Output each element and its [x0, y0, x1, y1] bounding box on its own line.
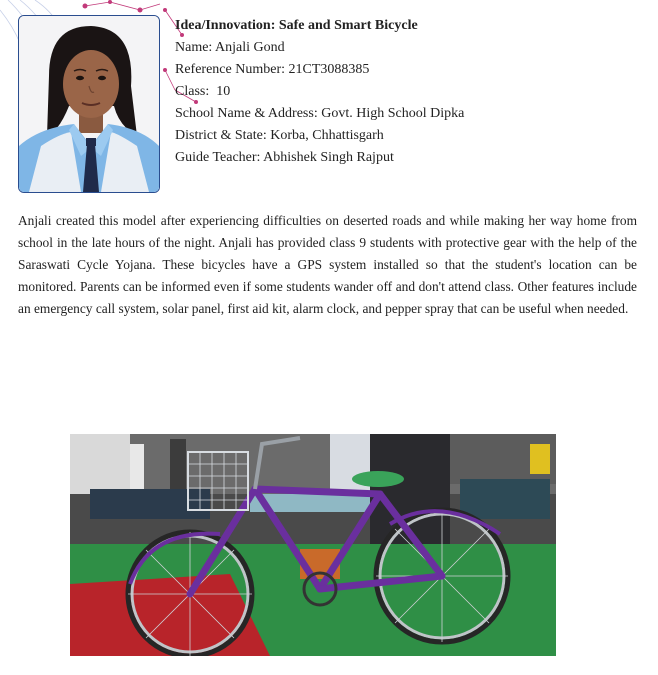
bicycle-illustration [70, 434, 556, 656]
project-description: Anjali created this model after experiencing difficulties on deserted roads and while making her way home from school in the late hours of the night. Anjali has provided class 9 students with protective gear with the help of the Saraswati Cycle Yojana. These bicycles have a GPS system installed so that the student's location can be monitored. Parents can be informed even if some students wander off and don't attend class. Other features include an emergency call system, solar panel, first aid kit, alarm clock, and pepper spray that can be useful when needed. [18, 213, 637, 316]
student-info [175, 15, 464, 169]
school-name-address: School Name & Address: Govt. High School Dipka [175, 106, 465, 121]
student-portrait-photo [18, 15, 160, 193]
idea-title: Idea/Innovation: Safe and Smart Bicycle [175, 18, 418, 33]
bicycle-model-photo [70, 434, 556, 656]
student-class: Class: 10 [175, 84, 231, 99]
reference-number: Reference Number: 21CT3088385 [175, 62, 370, 77]
student-name: Name: Anjali Gond [175, 40, 285, 55]
portrait-illustration [19, 16, 159, 192]
district-state: District & State: Korba, Chhattisgarh [175, 128, 384, 143]
guide-teacher: Guide Teacher: Abhishek Singh Rajput [175, 150, 394, 165]
